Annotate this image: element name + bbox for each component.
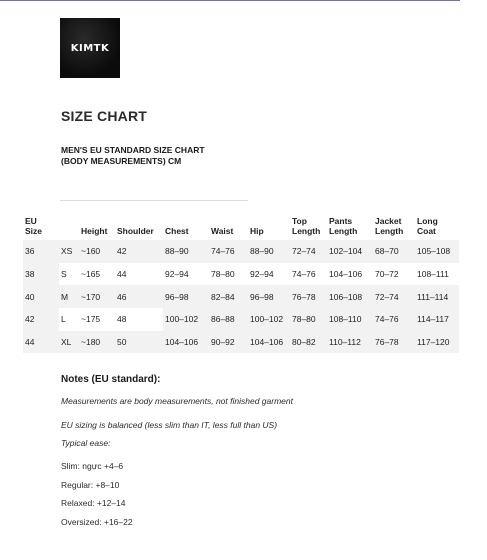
cell-top-length: 78–80 bbox=[290, 308, 327, 331]
header-waist: Waist bbox=[211, 226, 234, 236]
cell-shoulder: 50 bbox=[117, 337, 127, 348]
cell-hip: 100–102 bbox=[248, 308, 290, 331]
cell-letter: S bbox=[61, 269, 67, 280]
cell-letter: XL bbox=[61, 337, 72, 348]
cell-chest: 88–90 bbox=[165, 246, 189, 257]
header-hip: Hip bbox=[250, 226, 264, 236]
note-oversized: Oversized: +16–22 bbox=[61, 517, 133, 527]
header-eu-size-line2: Size bbox=[25, 226, 43, 236]
cell-height: ~160 bbox=[81, 246, 101, 257]
chart-subtitle bbox=[61, 145, 205, 166]
cell-eu: 42 bbox=[23, 308, 59, 331]
cell-chest: 104–106 bbox=[165, 337, 199, 348]
cell-pants-length: 110–112 bbox=[329, 337, 361, 348]
cell-waist: 78–80 bbox=[211, 269, 235, 280]
cell-waist: 90–92 bbox=[211, 337, 235, 348]
cell-letter: XS bbox=[61, 246, 73, 257]
cell-hip: 88–90 bbox=[250, 246, 274, 257]
cell-top-length: 76–78 bbox=[292, 291, 316, 302]
page-title: SIZE CHART bbox=[61, 108, 147, 124]
subtitle-line-2: (BODY MEASUREMENTS) CM bbox=[61, 155, 182, 166]
note-measurements: Measurements are body measurements, not finished garment bbox=[61, 396, 293, 406]
header-long-coat-line2: Coat bbox=[417, 226, 436, 236]
cell-chest: 96–98 bbox=[165, 291, 189, 302]
header-letter bbox=[59, 212, 79, 240]
cell-eu: 36 bbox=[25, 246, 35, 257]
logo-text: KIMTK bbox=[70, 42, 110, 54]
cell-chest: 92–94 bbox=[165, 269, 189, 280]
cell-waist: 74–76 bbox=[211, 246, 235, 257]
table-row bbox=[23, 308, 459, 331]
cell-long-coat: 108–111 bbox=[417, 269, 449, 280]
cell-shoulder: 42 bbox=[117, 246, 127, 257]
cell-long-coat: 114–117 bbox=[415, 308, 459, 331]
cell-long-coat: 117–120 bbox=[417, 337, 450, 348]
cell-letter: M bbox=[61, 291, 69, 302]
cell-jacket-length: 72–74 bbox=[375, 291, 399, 302]
cell-pants-length: 102–104 bbox=[329, 246, 363, 257]
cell-height: ~175 bbox=[81, 314, 101, 325]
cell-pants-length: 106–108 bbox=[329, 291, 363, 302]
cell-eu: 40 bbox=[25, 291, 35, 302]
cell-top-length: 74–76 bbox=[292, 269, 316, 280]
table-row bbox=[23, 263, 459, 286]
table-row bbox=[23, 240, 459, 263]
header-jacket-length-line2: Length bbox=[375, 226, 404, 236]
note-regular: Regular: +8–10 bbox=[61, 480, 120, 490]
table-row bbox=[23, 285, 459, 308]
header-shoulder: Shoulder bbox=[117, 226, 154, 236]
cell-height: ~170 bbox=[81, 291, 101, 302]
header-long-coat bbox=[415, 212, 459, 240]
cell-long-coat: 105–108 bbox=[417, 246, 451, 257]
table-row bbox=[23, 331, 459, 354]
brand-logo bbox=[60, 18, 120, 78]
subtitle-line-1: MEN'S EU STANDARD SIZE CHART bbox=[61, 145, 205, 155]
header-pants-length-line1: Pants bbox=[329, 216, 353, 226]
cell-eu: 44 bbox=[25, 337, 35, 348]
cell-jacket-length: 76–78 bbox=[375, 337, 399, 348]
header-pants-length-line2: Length bbox=[329, 226, 358, 236]
header-eu-size bbox=[23, 212, 59, 240]
header-jacket-length bbox=[373, 212, 415, 240]
note-eu-sizing: EU sizing is balanced (less slim than IT, less full than US) bbox=[61, 420, 278, 430]
header-top-length bbox=[290, 212, 327, 240]
top-divider bbox=[0, 0, 460, 1]
cell-shoulder: 48 bbox=[117, 314, 127, 325]
cell-shoulder: 44 bbox=[117, 269, 127, 280]
header-top-length-line1: Top bbox=[292, 216, 307, 226]
note-slim: Slim: ngực +4–6 bbox=[61, 461, 124, 471]
cell-top-length: 80–82 bbox=[292, 337, 316, 348]
size-chart-table bbox=[23, 212, 459, 353]
cell-pants-length: 108–110 bbox=[327, 308, 373, 331]
section-divider bbox=[60, 200, 248, 201]
header-long-coat-line1: Long bbox=[417, 216, 438, 226]
cell-chest: 100–102 bbox=[163, 308, 209, 331]
header-pants-length bbox=[327, 212, 373, 240]
header-jacket-length-line1: Jacket bbox=[375, 216, 402, 226]
cell-hip: 104–106 bbox=[250, 337, 284, 348]
header-height: Height bbox=[81, 226, 108, 236]
cell-shoulder: 46 bbox=[117, 291, 127, 302]
cell-waist: 86–88 bbox=[209, 308, 248, 331]
table-header-row bbox=[23, 212, 459, 240]
cell-height: ~165 bbox=[81, 269, 101, 280]
cell-top-length: 72–74 bbox=[292, 246, 316, 257]
header-chest: Chest bbox=[165, 226, 189, 236]
cell-jacket-length: 70–72 bbox=[375, 269, 399, 280]
note-typical-ease: Typical ease: bbox=[61, 438, 111, 448]
cell-letter: L bbox=[61, 314, 66, 325]
cell-waist: 82–84 bbox=[211, 291, 235, 302]
cell-hip: 92–94 bbox=[250, 269, 274, 280]
cell-jacket-length: 74–76 bbox=[373, 308, 415, 331]
cell-hip: 96–98 bbox=[250, 291, 274, 302]
note-relaxed: Relaxed: +12–14 bbox=[61, 498, 126, 508]
cell-pants-length: 104–106 bbox=[329, 269, 363, 280]
cell-jacket-length: 68–70 bbox=[375, 246, 399, 257]
header-eu-size-line1: EU bbox=[25, 216, 37, 226]
cell-eu: 38 bbox=[23, 263, 59, 286]
cell-long-coat: 111–114 bbox=[417, 291, 449, 302]
header-top-length-line2: Length bbox=[292, 226, 321, 236]
cell-height: ~180 bbox=[81, 337, 101, 348]
notes-title: Notes (EU standard): bbox=[61, 374, 161, 385]
